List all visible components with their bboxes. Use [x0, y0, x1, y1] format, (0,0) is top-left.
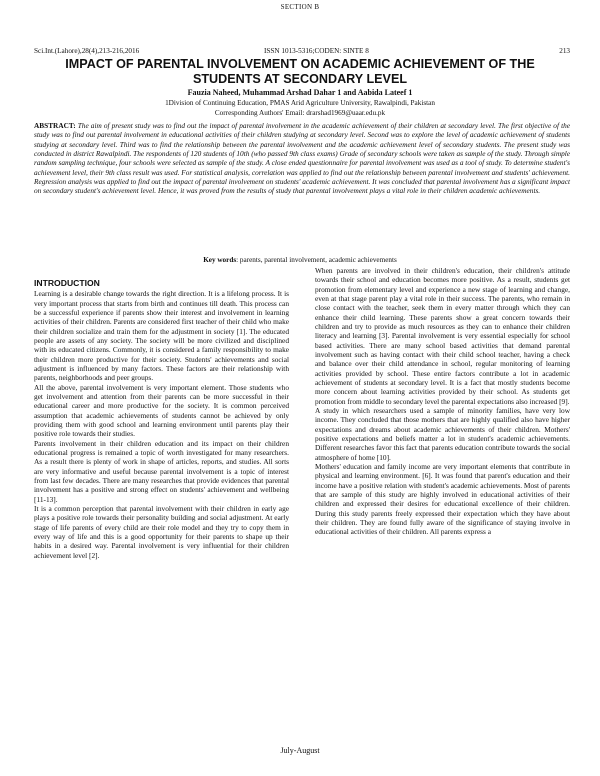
abstract-label: ABSTRACT:	[34, 121, 76, 130]
abstract	[34, 121, 570, 196]
keywords-text: : parents, parental involvement, academic achievements	[236, 256, 397, 264]
paragraph: When parents are involved in their children's education, their children's attitude towards their school and education becomes more positive. As a result, students get promotion from elementary level and experience a new stage of learning and change, even at that stage parent play a vital role in their success. The parents, who remain in close contact with the teacher, seek them in every matter through which they can enhance their child learning. These parents show a great concern towards their children and try to provide as much resources as they can to enhance their children literacy and learning [3]. Parental involvement is very essential especially for school based activities. There are many school based activities that demand parental involvement such as having contact with their child school teacher, having a check and balance over their child attendance in school, regular monitoring of learning activities provided by school. These entire factors contribute a lot in academic achievement of students at secondary level. It is a fact that mostly students become more concern about learning activities provided by their school. As students get promotion from middle to secondary level the parental expectations also increased [9].	[315, 266, 570, 406]
right-column	[315, 266, 570, 537]
paragraph: Learning is a desirable change towards the right direction. It is a lifelong process. It is very important process that starts from birth and continues till death. This process can be a successful experience if parents show their interest and involvement in learning activities of their children. Parents are considered first teacher of their child who make their children socialize and train them for the adjustment in society [1]. The educated people are assets of any society. The society will be more civilized and disciplined with its educated citizens. Commonly, it is considered a family responsibility to make their children more productive for their society. Students' achievements and social adjustment is influenced by many factors. These factors are their relationship with parents, neighborhoods and peer groups.	[34, 289, 289, 383]
section-label: SECTION B	[280, 3, 320, 11]
paragraph: Mothers' education and family income are very important elements that contribute in physical and learning environment. [6]. It was found that parent's education and their income have a positive relation with student's academic achievements. Most of parents that are sample of this study are highly involved in educational activities of their children and expressed their desires for educational excellence of their children. During this study parents freely expressed their expectation which they have about their children. They are found fully aware of the significance of staying involve in educational activities of their children. All parents express a	[315, 461, 571, 537]
paper-title: IMPACT OF PARENTAL INVOLVEMENT ON ACADEMIC ACHIEVEMENT OF THE STUDENTS AT SECONDARY LEVEL	[65, 57, 535, 86]
introduction-heading: INTRODUCTION	[34, 278, 100, 288]
paragraph: All the above, parental involvement is very important element. Those students who get involvement and attention from their parents can be more successful in their educational career and more productive for the society. It is common perceived assumption that academic achievements of students cannot be achieved by only providing them with good school and learning environment until parents play their positive role towards their studies.	[34, 382, 289, 439]
paragraph: A study in which researchers used a sample of minority families, have very low income. They concluded that those mothers that are highly qualified also have higher expectations and dreams about academic achievements of their children. Mothers' positive expectations and beliefs matter a lot in student's academic achievements. Different researches favor this fact that parents education contribute towards the social atmosphere of home [10].	[315, 405, 570, 462]
keywords	[0, 256, 600, 264]
keywords-label: Key words	[203, 256, 237, 264]
corresponding-email: Corresponding Authors' Email: drarshad1969@uaar.edu.pk	[214, 109, 386, 117]
footer-date: July-August	[280, 746, 320, 755]
paragraph: It is a common perception that parental involvement with their children in early age plays a positive role towards their personality building and social adjustment. At early stage of life parents of every child are their role model and they try to copy them in every way of life and this is a good opportunity for their parents to shape up their habits in a desired way. Parental involvement is very influential for their children achievement level [2].	[34, 503, 289, 560]
page-number: 213	[559, 47, 570, 55]
paragraph: Parents involvement in their children education and its impact on their children educational progress is remained a topic of worth investigated for many researchers. As a result there is plenty of work in shape of articles, reports, and studies. All sorts are very informative and useful because parental involvement is a topic of interest from last few decades. There are many researches that provide evidences that parental involvement has a positive and strong effect on students' achievement and wellbeing [11-13].	[34, 438, 289, 504]
issn: ISSN 1013-5316;CODEN: SINTE 8	[264, 47, 369, 55]
authors: Fauzia Naheed, Muhammad Arshad Dahar 1 and Aabida Lateef 1	[187, 88, 413, 97]
citation: Sci.Int.(Lahore),28(4),213-216,2016	[34, 47, 140, 55]
abstract-text: The aim of present study was to find out the impact of parental involvement in the academic achievement of their children at secondary level. The first objective of the study was to find out parental involvement in educational activities of their children studying at secondary level. Second was to explore the level of academic achievement of students studying at secondary level. Third was to find the relationship between the parental involvement and the academic achievement level of secondary students. The present study was conducted in district Rawalpindi. The respondents of 120 students of 10th (who passed 9th class exams) Grade of secondary schools were taken as sample of the study. Through simple random sampling technique, four schools were selected as sample of the study. A close ended questionnaire for parental involvement was used as a tool of study. To determine student's achievement level, their 9th class result was used. For statistical analysis, correlation was applied to find out the relationship between parental involvement and students' achievement. Regression analysis was applied to find out the impact of parental involvement on students' academic achievement. It was concluded that parental involvement has a significant impact on secondary student's achievement level. Hence, it was proved from the results of study that parental involvement plays a vital role in their children academic achievements.	[34, 121, 571, 196]
left-column	[34, 279, 289, 560]
affiliation: 1Division of Continuing Education, PMAS Arid Agriculture University, Rawalpindi, Pakistan	[165, 99, 435, 107]
